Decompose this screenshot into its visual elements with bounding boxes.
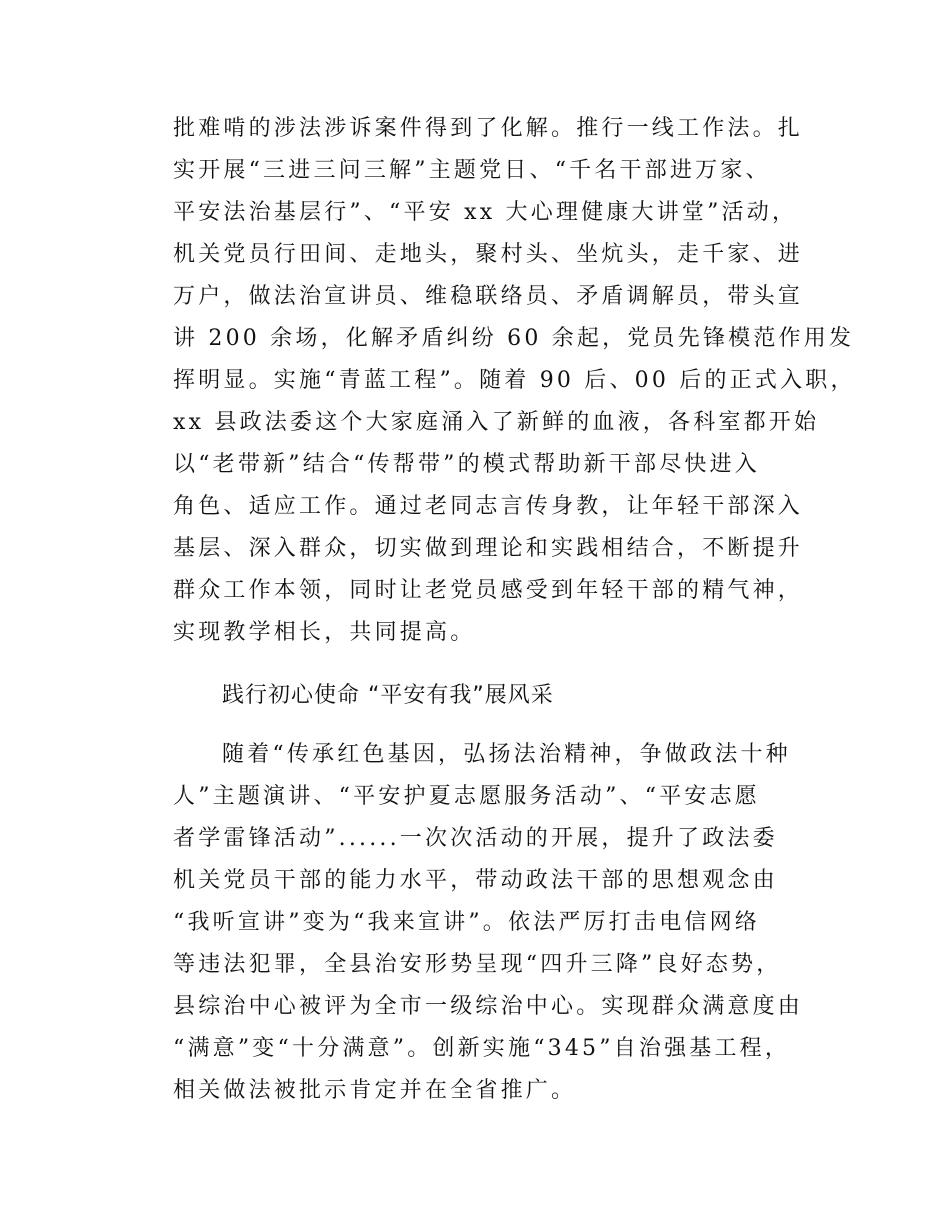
paragraph-1-line-4: 机关党员行田间、走地头，聚村头、坐炕头，走千家、进 bbox=[173, 242, 804, 267]
paragraph-2-line-9: 相关做法被批示肯定并在全省推广。 bbox=[173, 1078, 577, 1103]
paragraph-1-line-11: 基层、深入群众，切实做到理论和实践相结合，不断提升 bbox=[173, 536, 804, 561]
paragraph-1-line-7: 挥明显。实施“青蓝工程”。随着 90 后、00 后的正式入职， bbox=[173, 368, 856, 393]
section-heading: 践行初心使命 “平安有我”展风采 bbox=[222, 683, 554, 708]
paragraph-1-line-10: 角色、适应工作。通过老同志言传身教，让年轻干部深入 bbox=[173, 494, 804, 519]
paragraph-1-line-5: 万户，做法治宣讲员、维稳联络员、矛盾调解员，带头宣 bbox=[173, 284, 804, 309]
paragraph-1-line-2: 实开展“三进三问三解”主题党日、“千名干部进万家、 bbox=[173, 158, 771, 183]
paragraph-2-line-5: “我听宣讲”变为“我来宣讲”。依法严厉打击电信网络 bbox=[173, 910, 760, 935]
paragraph-2-line-1: 随着“传承红色基因，弘扬法治精神，争做政法十种 bbox=[222, 742, 791, 767]
paragraph-1-line-1: 批难啃的涉法涉诉案件得到了化解。推行一线工作法。扎 bbox=[173, 116, 804, 141]
paragraph-2-line-7: 县综治中心被评为全市一级综治中心。实现群众满意度由 bbox=[173, 994, 804, 1019]
paragraph-1-line-9: 以“老带新”结合“传帮带”的模式帮助新干部尽快进入 bbox=[173, 452, 760, 477]
paragraph-2-line-3: 者学雷锋活动”......一次次活动的开展，提升了政法委 bbox=[173, 826, 778, 851]
paragraph-2-line-6: 等违法犯罪，全县治安形势呈现“四升三降”良好态势， bbox=[173, 952, 782, 977]
paragraph-1-line-12: 群众工作本领，同时让老党员感受到年轻干部的精气神， bbox=[173, 578, 804, 603]
paragraph-2-line-2: 人”主题演讲、“平安护夏志愿服务活动”、“平安志愿 bbox=[173, 784, 760, 809]
paragraph-1-line-13: 实现教学相长，共同提高。 bbox=[173, 620, 476, 645]
paragraph-1-line-6: 讲 200 余场，化解矛盾纠纷 60 余起，党员先锋模范作用发 bbox=[173, 326, 855, 351]
paragraph-1-line-8: xx 县政法委这个大家庭涌入了新鲜的血液，各科室都开始 bbox=[173, 410, 820, 435]
paragraph-1-line-3: 平安法治基层行”、“平安 xx 大心理健康大讲堂”活动， bbox=[173, 200, 798, 225]
paragraph-2-line-8: “满意”变“十分满意”。创新实施“345”自治强基工程， bbox=[173, 1036, 791, 1061]
paragraph-2-line-4: 机关党员干部的能力水平，带动政法干部的思想观念由 bbox=[173, 868, 778, 893]
